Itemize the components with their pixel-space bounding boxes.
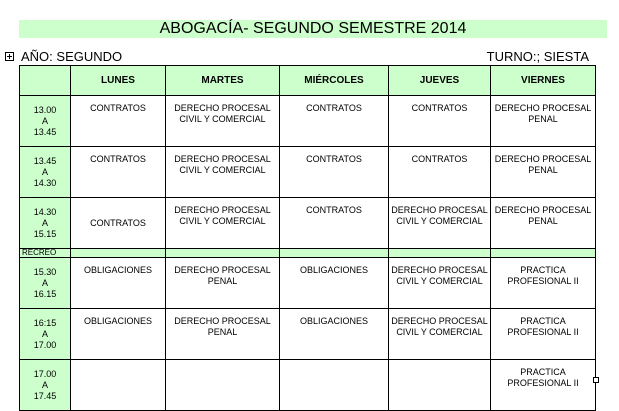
recreo-row <box>20 249 596 258</box>
class-cell: CONTRATOS <box>71 96 166 147</box>
day-header-viernes: VIERNES <box>491 66 596 96</box>
time-cell: 15.30 A 16.15 <box>20 258 71 309</box>
class-cell: DERECHO PROCESAL PENAL <box>166 309 280 360</box>
schedule-table <box>19 65 596 411</box>
class-cell: CONTRATOS <box>389 147 491 198</box>
class-cell: PRACTICA PROFESIONAL II <box>491 258 596 309</box>
table-row <box>20 96 596 147</box>
class-cell: OBLIGACIONES <box>280 309 389 360</box>
table-row <box>20 360 596 411</box>
class-cell <box>389 360 491 411</box>
time-cell: 13.45 A 14.30 <box>20 147 71 198</box>
day-header-martes: MARTES <box>166 66 280 96</box>
table-row <box>20 258 596 309</box>
class-cell: DERECHO PROCESAL CIVIL Y COMERCIAL <box>166 96 280 147</box>
recreo-label: RECREO <box>20 249 71 258</box>
class-cell: CONTRATOS <box>71 147 166 198</box>
class-cell: CONTRATOS <box>280 198 389 249</box>
class-cell: DERECHO PROCESAL CIVIL Y COMERCIAL <box>389 258 491 309</box>
time-cell: 14.30 A 15.15 <box>20 198 71 249</box>
day-header-lunes: LUNES <box>71 66 166 96</box>
corner-cell <box>20 66 71 96</box>
time-cell: 17.00 A 17.45 <box>20 360 71 411</box>
class-cell: PRACTICA PROFESIONAL II <box>491 360 596 411</box>
recreo-cell <box>280 249 389 258</box>
plus-box-icon[interactable] <box>5 52 14 61</box>
class-cell: DERECHO PROCESAL CIVIL Y COMERCIAL <box>166 198 280 249</box>
recreo-cell <box>166 249 280 258</box>
class-cell: DERECHO PROCESAL CIVIL Y COMERCIAL <box>389 309 491 360</box>
day-header-jueves: JUEVES <box>389 66 491 96</box>
year-label: AÑO: SEGUNDO <box>21 49 123 64</box>
table-row <box>20 147 596 198</box>
class-cell: PRACTICA PROFESIONAL II <box>491 309 596 360</box>
table-row <box>20 309 596 360</box>
class-cell: CONTRATOS <box>71 198 166 249</box>
class-cell: DERECHO PROCESAL PENAL <box>491 96 596 147</box>
class-cell <box>280 360 389 411</box>
class-cell: DERECHO PROCESAL PENAL <box>491 198 596 249</box>
class-cell: OBLIGACIONES <box>71 258 166 309</box>
turno-label: TURNO:; SIESTA <box>486 49 589 64</box>
class-cell <box>166 360 280 411</box>
recreo-cell <box>491 249 596 258</box>
class-cell: DERECHO PROCESAL CIVIL Y COMERCIAL <box>166 147 280 198</box>
class-cell: CONTRATOS <box>280 147 389 198</box>
recreo-cell <box>389 249 491 258</box>
day-header-miercoles: MIÉRCOLES <box>280 66 389 96</box>
recreo-cell <box>71 249 166 258</box>
class-cell: CONTRATOS <box>389 96 491 147</box>
time-cell: 16:15 A 17.00 <box>20 309 71 360</box>
class-cell: DERECHO PROCESAL CIVIL Y COMERCIAL <box>389 198 491 249</box>
header-row <box>20 66 596 96</box>
class-cell: OBLIGACIONES <box>71 309 166 360</box>
table-row <box>20 198 596 249</box>
class-cell: DERECHO PROCESAL PENAL <box>491 147 596 198</box>
class-cell <box>71 360 166 411</box>
resize-handle-icon[interactable] <box>593 377 599 383</box>
class-cell: DERECHO PROCESAL PENAL <box>166 258 280 309</box>
class-cell: CONTRATOS <box>280 96 389 147</box>
time-cell: 13.00 A 13.45 <box>20 96 71 147</box>
class-cell: OBLIGACIONES <box>280 258 389 309</box>
page-title: ABOGACÍA- SEGUNDO SEMESTRE 2014 <box>19 20 607 38</box>
